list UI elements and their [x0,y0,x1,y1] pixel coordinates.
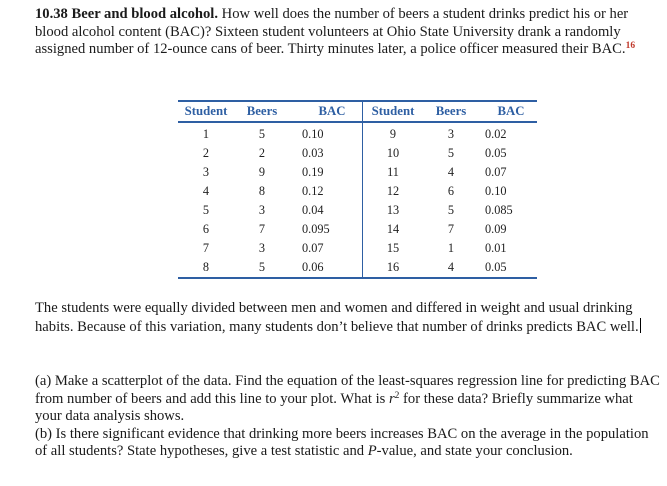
cell-beers: 3 [258,241,266,255]
footnote-reference[interactable]: 16 [625,41,636,52]
header-beers-2: Beers [423,101,479,122]
cell-student: 3 [202,165,210,179]
cell-student: 8 [178,258,234,278]
table-row [178,182,537,201]
cell-student-2: 10 [363,144,424,163]
cell-beers: 7 [258,222,266,236]
question-b-text: (b) Is there significant evidence that drinking more beers increases BAC on the average in the population of all students? State hypotheses, give a test statistic and [35,425,649,460]
cell-bac: 0.095 [302,222,330,236]
header-beers: Beers [234,101,290,122]
r-symbol: r [388,390,395,407]
cell-beers: 9 [258,165,266,179]
cell-student-2: 11 [363,163,424,182]
cell-bac-2: 0.05 [485,146,507,160]
cell-beers: 5 [258,127,266,141]
header-student-2: Student [363,101,424,122]
cell-bac: 0.19 [302,165,324,179]
cell-student-2: 13 [363,201,424,220]
cell-student: 2 [202,146,210,160]
context-text: The students were equally divided between men and women and differed in weight and usual drinking habits. Because of this variation, many students don’t believe that number of drinks predicts BAC well. [35,300,639,335]
table-row [178,144,537,163]
cell-beers-2: 5 [447,203,455,217]
cell-beers-2: 6 [447,184,455,198]
table-body [178,122,537,278]
cell-bac-2: 0.09 [485,222,507,236]
table-row [178,201,537,220]
cell-student: 6 [202,222,210,236]
text-cursor [640,318,641,333]
table-header-row [178,101,537,122]
cell-student: 5 [202,203,210,217]
cell-student-2: 15 [363,239,424,258]
exercise-intro-text: How well does the number of beers a student drinks predict his or her blood alcohol content (BAC)? Sixteen student volunteers at Ohio State University drank a randomly assigned number of 12-ounce cans of beer. Thirty minutes later, a police officer measured their BAC. [35,6,629,58]
header-bac-2: BAC [479,101,537,122]
table-row [178,122,537,144]
r-exponent: 2 [394,390,400,401]
cell-bac: 0.04 [302,203,324,217]
cell-bac-2: 0.05 [479,258,537,278]
cell-bac-2: 0.10 [485,184,507,198]
table-row [178,239,537,258]
cell-student-2: 9 [363,122,424,144]
cell-bac: 0.07 [302,241,324,255]
cell-beers-2: 1 [447,241,455,255]
exercise-title: Beer and blood alcohol. [71,6,219,22]
exercise-intro [35,6,663,59]
questions-block [35,373,663,461]
cell-student-2: 16 [363,258,424,278]
question-a [35,373,663,426]
cell-beers-2: 4 [423,258,479,278]
table-row [178,163,537,182]
cell-bac: 0.03 [302,146,324,160]
cell-beers: 8 [258,184,266,198]
cell-student: 7 [202,241,210,255]
cell-student: 4 [202,184,210,198]
question-b [35,426,663,461]
cell-beers: 5 [234,258,290,278]
exercise-number: 10.38 [35,6,68,22]
header-bac: BAC [290,101,363,122]
question-b-text-end: -value, and state your conclusion. [376,443,573,460]
cell-beers-2: 3 [447,127,455,141]
cell-bac: 0.10 [302,127,324,141]
table-row [178,220,537,239]
cell-bac-2: 0.02 [485,127,507,141]
question-a-text-end: for these data? Briefly summarize what your data analysis shows. [35,390,633,425]
cell-beers: 2 [258,146,266,160]
context-paragraph [35,300,663,336]
cell-beers-2: 5 [447,146,455,160]
question-a-text: (a) Make a scatterplot of the data. Find the equation of the least-squares regression line for predicting BAC from number of beers and add this line to your plot. What is [35,373,660,407]
p-symbol: P [367,443,377,460]
cell-beers: 3 [258,203,266,217]
cell-bac-2: 0.085 [485,203,513,217]
cell-student-2: 14 [363,220,424,239]
cell-student-2: 12 [363,182,424,201]
cell-bac-2: 0.01 [485,241,507,255]
cell-bac: 0.06 [290,258,363,278]
cell-bac-2: 0.07 [485,165,507,179]
header-student: Student [178,101,234,122]
cell-beers-2: 4 [447,165,455,179]
cell-student: 1 [202,127,210,141]
cell-beers-2: 7 [447,222,455,236]
table-row [178,258,537,278]
cell-bac: 0.12 [302,184,324,198]
beer-bac-table [178,100,537,279]
